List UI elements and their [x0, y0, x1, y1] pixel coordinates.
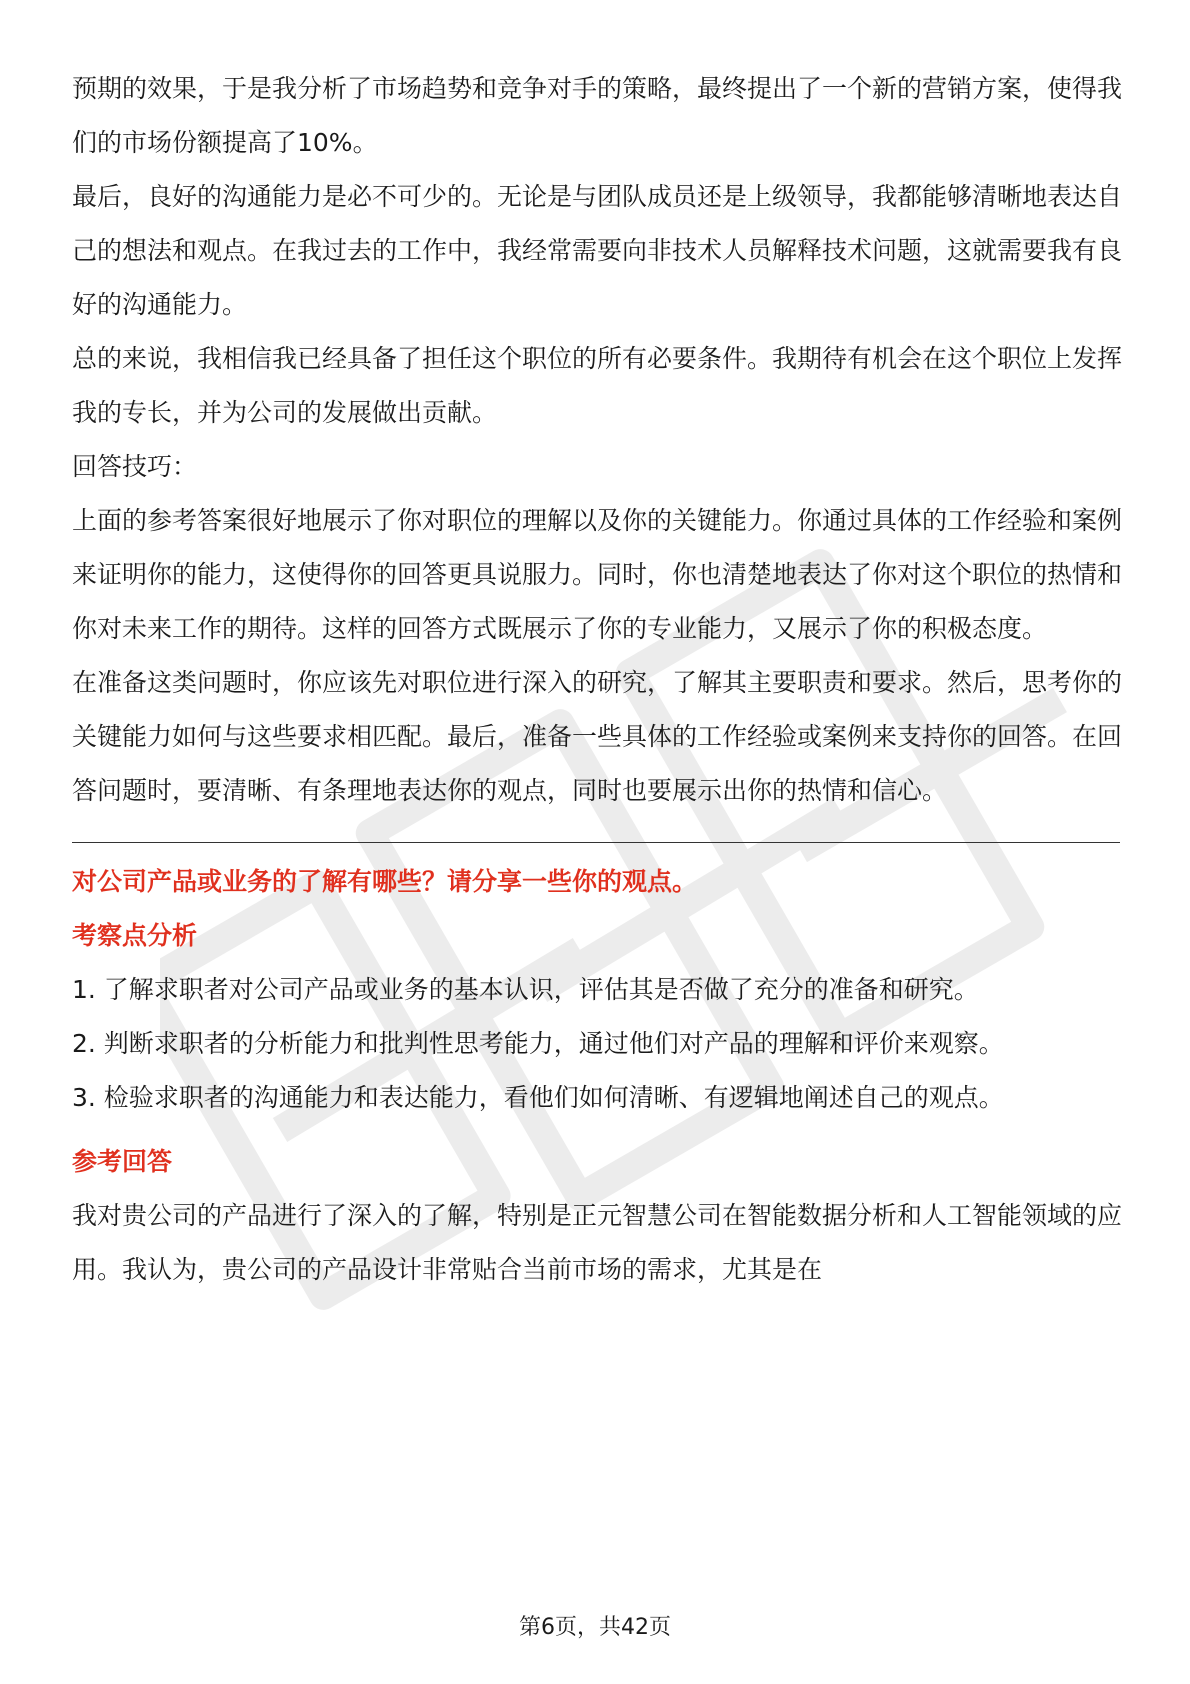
paragraph: 上面的参考答案很好地展示了你对职位的理解以及你的关键能力。你通过具体的工作经验和案例来证明你的能力，这使得你的回答更具说服力。同时，你也清楚地表达了你对这个职位的热情和你对未来工作的期待。这样的回答方式既展示了你的专业能力，又展示了你的积极态度。: [72, 506, 1123, 643]
tips-label: 回答技巧：: [72, 452, 198, 481]
analysis-title: 考察点分析: [72, 921, 198, 950]
paragraph: 我对贵公司的产品进行了深入的了解，特别是正元智慧公司在智能数据分析和人工智能领域的应用。我认为，贵公司的产品设计非常贴合当前市场的需求，尤其是在: [72, 1201, 1123, 1284]
paragraph: 预期的效果，于是我分析了市场趋势和竞争对手的策略，最终提出了一个新的营销方案，使得我们的市场份额提高了10%。: [72, 74, 1123, 157]
paragraph: 总的来说，我相信我已经具备了担任这个职位的所有必要条件。我期待有机会在这个职位上发挥我的专长，并为公司的发展做出贡献。: [72, 344, 1123, 427]
list-item: 2. 判断求职者的分析能力和批判性思考能力，通过他们对产品的理解和评价来观察。: [72, 1029, 1004, 1058]
answer-title: 参考回答: [72, 1147, 173, 1176]
page-footer: 第6页，共42页: [519, 1615, 671, 1640]
paragraph: 在准备这类问题时，你应该先对职位进行深入的研究，了解其主要职责和要求。然后，思考你的关键能力如何与这些要求相匹配。最后，准备一些具体的工作经验或案例来支持你的回答。在回答问题时，要清晰、有条理地表达你的观点，同时也要展示出你的热情和信心。: [72, 668, 1123, 805]
paragraph: 最后，良好的沟通能力是必不可少的。无论是与团队成员还是上级领导，我都能够清晰地表达自己的想法和观点。在我过去的工作中，我经常需要向非技术人员解释技术问题，这就需要我有良好的沟通能力。: [72, 182, 1123, 319]
document-page: [72, 62, 1122, 1297]
list-item: 3. 检验求职者的沟通能力和表达能力，看他们如何清晰、有逻辑地阐述自己的观点。: [72, 1083, 1004, 1112]
list-item: 1. 了解求职者对公司产品或业务的基本认识，评估其是否做了充分的准备和研究。: [72, 975, 979, 1004]
question-heading: 对公司产品或业务的了解有哪些？请分享一些你的观点。: [72, 867, 698, 896]
section-divider: [72, 842, 1120, 843]
